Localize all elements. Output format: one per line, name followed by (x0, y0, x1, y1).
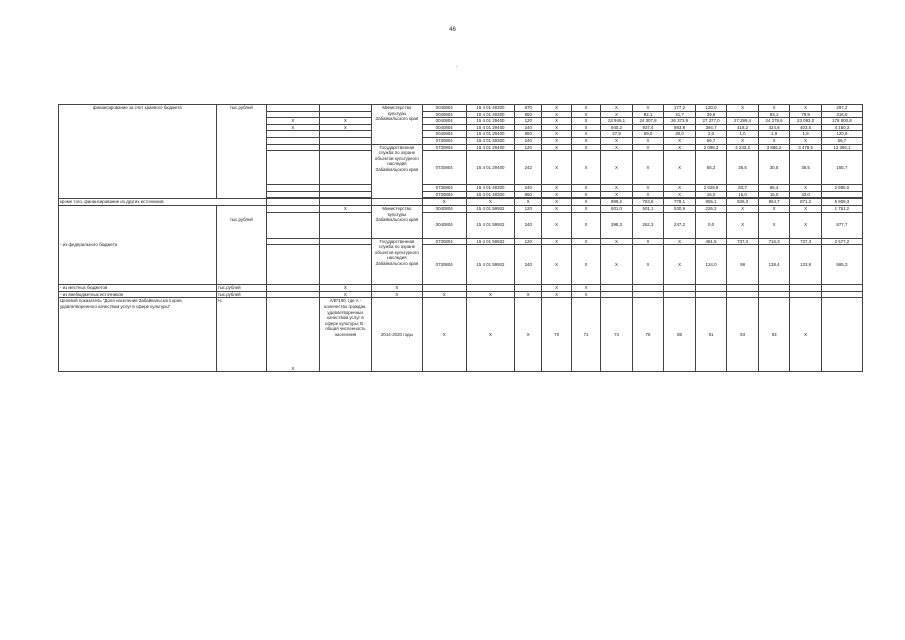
table-cell (758, 285, 790, 292)
table-cell: 36,5 (790, 151, 822, 185)
table-cell: 15,0 (758, 191, 790, 198)
executor-cell: Министерство культуры Забайкальского края (372, 105, 422, 145)
table-cell: 0730804 (422, 245, 466, 285)
table-cell (319, 137, 372, 144)
table-cell: X (664, 191, 696, 198)
table-cell: 23 093,0 (790, 118, 822, 125)
table-cell (267, 291, 320, 298)
table-cell: 15 4 01 49300 (466, 191, 514, 198)
table-row (59, 199, 863, 206)
table-cell: 0730804 (422, 185, 466, 192)
table-cell: X (267, 118, 320, 125)
table-cell: X (601, 151, 633, 185)
table-cell (267, 199, 320, 206)
table-cell: X (571, 245, 600, 285)
page-mark: . (456, 63, 458, 69)
table-cell: X (267, 298, 320, 372)
table-cell: 595,3 (821, 245, 862, 285)
table-cell: 226,2 (695, 205, 727, 212)
table-row (59, 105, 863, 112)
table-cell: X (571, 137, 600, 144)
table-cell (727, 285, 759, 292)
table-cell: 0730804 (422, 151, 466, 185)
table-cell: 15 4 01 59502 (466, 245, 514, 285)
table-cell: X (632, 151, 664, 185)
table-cell: 120 (515, 144, 542, 151)
table-cell: 240 (515, 212, 542, 238)
table-cell (319, 212, 372, 238)
executor-cell: Государственная служба по охране объектов культурного наследия Забайкальского края (372, 238, 422, 285)
table-cell: X (515, 199, 542, 206)
label-cell: - из федерального бюджета (59, 205, 217, 284)
table-cell: 0040804 (422, 111, 466, 118)
table-cell: X (542, 105, 571, 112)
table-cell: X (571, 144, 600, 151)
table-cell: X (542, 144, 571, 151)
table-cell: X (372, 291, 422, 298)
table-cell: 85 (664, 298, 696, 372)
table-cell: 120,0 (695, 105, 727, 112)
table-cell (821, 191, 862, 198)
table-cell: 0730804 (422, 191, 466, 198)
table-cell: X (571, 185, 600, 192)
table-cell: 398,3 (601, 212, 633, 238)
table-cell: 3 478,5 (790, 144, 822, 151)
table-cell: 0730804 (422, 137, 466, 144)
table-cell: 242 (515, 151, 542, 185)
table-row (59, 298, 863, 372)
table-cell: 15 4 01 59502 (466, 205, 514, 212)
table-cell: 1,0 (727, 131, 759, 138)
table-cell: 79,9 (790, 111, 822, 118)
table-cell: 424,8 (758, 124, 790, 131)
table-cell: 940,2 (601, 124, 633, 131)
table-cell: 501,1 (632, 205, 664, 212)
table-cell: X (542, 191, 571, 198)
table-cell (267, 151, 320, 185)
table-cell: 836,3 (727, 199, 759, 206)
table-cell: X (601, 111, 633, 118)
table-cell: X (319, 285, 372, 292)
table-cell (267, 144, 320, 151)
table-cell: 15 4 01 29400 (466, 151, 514, 185)
table-cell: 871,2 (790, 199, 822, 206)
table-cell (267, 238, 320, 245)
table-cell: 855,1 (695, 199, 727, 206)
label-cell: кроме того, финансирование из других источников (59, 199, 267, 206)
table-cell: 2014-2020 годы (372, 298, 422, 372)
table-cell: X (632, 105, 664, 112)
table-cell: 36,5 (727, 151, 759, 185)
table-cell: 877,7 (821, 212, 862, 238)
table-cell: X (571, 212, 600, 238)
table-cell: X (571, 291, 600, 298)
table-cell: X (542, 185, 571, 192)
table-cell: 43,0 (790, 191, 822, 198)
table-cell: 177,2 (664, 105, 696, 112)
table-cell: X (790, 185, 822, 192)
table-cell: X (632, 191, 664, 198)
table-cell: 15 4 01 59502 (466, 212, 514, 238)
table-cell: 870 (515, 105, 542, 112)
table-cell: 394,7 (695, 124, 727, 131)
table-cell (515, 285, 542, 292)
table-cell: X (758, 105, 790, 112)
table-cell (267, 205, 320, 212)
table-cell: X (542, 238, 571, 245)
table-cell: 850 (515, 111, 542, 118)
table-cell: X (601, 105, 633, 112)
table-cell: 0040804 (422, 124, 466, 131)
table-cell: X (542, 151, 571, 185)
table-cell (267, 212, 320, 238)
table-cell: 240 (515, 245, 542, 285)
table-cell: 0040804 (422, 212, 466, 238)
table-cell: 2 577,2 (821, 238, 862, 245)
table-cell: X (571, 205, 600, 212)
table-cell (319, 111, 372, 118)
table-cell: X (790, 105, 822, 112)
table-cell: 15,0 (695, 191, 727, 198)
table-cell: X (571, 285, 600, 292)
formula-cell: A/B*100, где A - количество граждан, удовлетворенных качеством услуг в сфере культуры; B - общая численность населения (319, 298, 372, 372)
table-cell: 30,0 (664, 131, 696, 138)
table-cell: 778,1 (664, 199, 696, 206)
table-cell: 55,2 (695, 151, 727, 185)
table-cell: 15 4 01 59502 (466, 238, 514, 245)
table-cell: 15,0 (727, 191, 759, 198)
table-cell: 501,0 (601, 205, 633, 212)
table-cell: X (542, 285, 571, 292)
table-cell: 56,7 (695, 137, 727, 144)
table-cell: X (542, 118, 571, 125)
table-cell: % (216, 298, 266, 372)
table-cell: X (542, 291, 571, 298)
table-cell (632, 291, 664, 298)
table-cell: 83,7 (727, 185, 759, 192)
unit-cell: тыс.рублей (216, 105, 266, 199)
table-cell: X (727, 105, 759, 112)
table-cell (319, 245, 372, 285)
table-cell: 240 (515, 137, 542, 144)
table-cell: X (542, 245, 571, 285)
table-cell: 737,3 (727, 238, 759, 245)
table-cell: X (632, 238, 664, 245)
table-cell (319, 151, 372, 185)
table-cell: 93 (727, 298, 759, 372)
table-cell (267, 111, 320, 118)
table-cell: X (542, 124, 571, 131)
table-cell: X (571, 238, 600, 245)
table-cell: 176 800,8 (821, 118, 862, 125)
table-cell: 3 886,2 (758, 144, 790, 151)
table-cell: X (601, 185, 633, 192)
table-cell: X (542, 199, 571, 206)
table-cell: X (571, 199, 600, 206)
table-cell: X (319, 291, 372, 298)
table-cell: X (790, 137, 822, 144)
table-cell (319, 185, 372, 192)
table-cell (319, 131, 372, 138)
table-cell (821, 291, 862, 298)
table-cell: X (372, 285, 422, 292)
table-cell: 155,7 (821, 151, 862, 185)
table-cell (664, 285, 696, 292)
table-cell: 899,2 (601, 199, 633, 206)
table-cell (790, 291, 822, 298)
table-cell (267, 131, 320, 138)
table-cell (319, 199, 372, 206)
table-cell: 850 (515, 191, 542, 198)
table-row (59, 291, 863, 298)
table-cell: 0730804 (422, 144, 466, 151)
table-cell (267, 105, 320, 112)
table-cell: X (515, 298, 542, 372)
table-cell: X (542, 137, 571, 144)
unit-cell: тыс.рублей (216, 205, 266, 284)
table-cell: X (571, 111, 600, 118)
table-cell: 138,4 (758, 245, 790, 285)
table-cell: X (664, 238, 696, 245)
table-cell: 27 299,4 (727, 118, 759, 125)
table-row (59, 205, 863, 212)
table-cell: 124,0 (695, 245, 727, 285)
table-cell (267, 185, 320, 192)
table-cell: 240 (515, 124, 542, 131)
table-cell: 133,9 (790, 245, 822, 285)
table-cell: 74 (601, 298, 633, 372)
table-cell: 13 366,1 (821, 144, 862, 151)
table-cell (267, 245, 320, 285)
table-cell (695, 285, 727, 292)
table-cell: 716,3 (758, 238, 790, 245)
table-cell (695, 291, 727, 298)
table-cell: X (758, 212, 790, 238)
table-cell: X (319, 205, 372, 212)
table-cell: 70 (542, 298, 571, 372)
executor-cell: Государственная служба по охране объектов культурного наследия Забайкальского края (372, 144, 422, 199)
label-cell: - из внебюджетных источников (59, 291, 217, 298)
table-cell: X (571, 191, 600, 198)
table-cell: X (319, 124, 372, 131)
table-cell: 297,2 (821, 105, 862, 112)
table-cell: 850 (515, 131, 542, 138)
table-cell: X (601, 245, 633, 285)
label-cell: - из местных бюджетов (59, 285, 217, 292)
table-cell: X (601, 144, 633, 151)
table-cell: 82,1 (632, 111, 664, 118)
table-cell (821, 298, 862, 372)
table-cell (758, 291, 790, 298)
table-cell: X (632, 144, 664, 151)
table-cell: X (571, 105, 600, 112)
table-cell: 120,6 (821, 131, 862, 138)
table-cell: 481,5 (695, 238, 727, 245)
table-cell: X (664, 137, 696, 144)
table-cell: 86,4 (758, 185, 790, 192)
table-cell: 0040804 (422, 131, 466, 138)
table-cell: 83,1 (758, 111, 790, 118)
table-cell: 530,9 (664, 205, 696, 212)
table-cell: 39,8 (695, 111, 727, 118)
table-cell: 937,4 (632, 124, 664, 131)
table-cell: 418,2 (727, 124, 759, 131)
table-cell (632, 285, 664, 292)
table-cell: 24 278,6 (758, 118, 790, 125)
table-cell (727, 291, 759, 298)
table-cell: X (571, 151, 600, 185)
table-cell: X (632, 185, 664, 192)
table-cell: X (422, 199, 466, 206)
table-cell: 27,9 (601, 131, 633, 138)
table-cell: 0040804 (422, 205, 466, 212)
table-cell: 2 995,0 (821, 185, 862, 192)
table-cell: X (319, 118, 372, 125)
table-cell: 403,5 (790, 124, 822, 131)
table-cell: X (758, 205, 790, 212)
table-cell: 15 4 01 49300 (466, 137, 514, 144)
table-cell: X (790, 212, 822, 238)
table-cell: X (571, 124, 600, 131)
table-cell: X (758, 137, 790, 144)
table-cell: 5 909,3 (821, 199, 862, 206)
table-cell: 26 373,9 (664, 118, 696, 125)
label-cell: финансирование за счет краевого бюджета (59, 105, 217, 199)
table-cell (319, 105, 372, 112)
table-cell: 120 (515, 118, 542, 125)
table-cell: X (664, 144, 696, 151)
table-cell: 864,7 (758, 199, 790, 206)
budget-table (58, 104, 863, 372)
table-cell: X (790, 205, 822, 212)
table-cell (601, 285, 633, 292)
table-cell: 120 (515, 205, 542, 212)
table-cell (319, 238, 372, 245)
table-cell: 2,0 (695, 131, 727, 138)
table-cell: X (664, 185, 696, 192)
table-cell: X (542, 131, 571, 138)
table-cell: 983,8 (664, 124, 696, 131)
table-cell: 71 (571, 298, 600, 372)
table-cell: 15 4 01 49300 (466, 185, 514, 192)
page-number: 46 (449, 27, 456, 33)
table-cell: 24 307,8 (632, 118, 664, 125)
table-cell: 0,0 (695, 212, 727, 238)
table-cell: X (632, 137, 664, 144)
table-cell: 2 629,9 (695, 185, 727, 192)
table-cell: 2 098,3 (695, 144, 727, 151)
table-cell: 0040804 (422, 118, 466, 125)
table-cell: 15 4 01 29400 (466, 118, 514, 125)
table-cell: X (601, 238, 633, 245)
table-cell: X (542, 212, 571, 238)
table-cell: 15 4 01 49300 (466, 105, 514, 112)
table-cell (466, 285, 514, 292)
table-cell: 0730804 (422, 238, 466, 245)
table-cell: X (571, 118, 600, 125)
table-cell: X (727, 212, 759, 238)
table-cell: X (601, 191, 633, 198)
table-cell (372, 199, 422, 206)
table-cell: X (542, 111, 571, 118)
table-cell: 27 377,0 (695, 118, 727, 125)
table-cell (821, 285, 862, 292)
table-cell: 15 4 01 29400 (466, 131, 514, 138)
table-cell: X (267, 124, 320, 131)
table-cell: X (790, 298, 822, 372)
table-cell: 78 (632, 298, 664, 372)
label-cell: Целевой показатель "Доля населения Забайкальского края, удовлетворенного качеством услуг в сфере культуры" (59, 298, 217, 372)
table-cell: 91 (695, 298, 727, 372)
table-cell: 247,2 (664, 212, 696, 238)
table-cell: X (542, 205, 571, 212)
table-cell: тыс.рублей (216, 285, 266, 292)
table-cell: 15 4 01 29400 (466, 124, 514, 131)
table-cell: X (601, 137, 633, 144)
table-cell (790, 285, 822, 292)
table-cell: X (571, 131, 600, 138)
table-cell: 15 4 01 49300 (466, 111, 514, 118)
table-cell: X (466, 298, 514, 372)
table-cell (727, 111, 759, 118)
table-cell: 737,3 (790, 238, 822, 245)
table-cell: 31,7 (664, 111, 696, 118)
table-cell: X (664, 245, 696, 285)
table-cell: 1 761,2 (821, 205, 862, 212)
table-cell (601, 291, 633, 298)
table-cell: X (515, 291, 542, 298)
table-cell: 763,8 (632, 199, 664, 206)
table-cell: 316,6 (821, 111, 862, 118)
table-cell (319, 191, 372, 198)
table-cell: 0040804 (422, 105, 466, 112)
table-cell: X (422, 298, 466, 372)
table-cell (664, 291, 696, 298)
table-cell: X (727, 205, 759, 212)
table-cell: 59,0 (632, 131, 664, 138)
table-cell: 240 (515, 185, 542, 192)
table-cell: 120 (515, 238, 542, 245)
table-cell (267, 191, 320, 198)
table-cell: X (466, 291, 514, 298)
table-cell: 56,7 (821, 137, 862, 144)
table-cell: X (727, 137, 759, 144)
table-cell: 1,8 (790, 131, 822, 138)
table-cell: тыс.рублей (216, 291, 266, 298)
table-cell: 262,3 (632, 212, 664, 238)
table-cell: 4 233,2 (727, 144, 759, 151)
table-cell: 24 946,1 (601, 118, 633, 125)
table-cell: X (664, 151, 696, 185)
table-cell: 98 (727, 245, 759, 285)
table-cell: 30,5 (758, 151, 790, 185)
table-cell (267, 137, 320, 144)
table-cell: 1,9 (758, 131, 790, 138)
table-row (59, 285, 863, 292)
table-cell (422, 285, 466, 292)
table-cell: X (466, 199, 514, 206)
table-cell: 93 (758, 298, 790, 372)
table-cell: X (422, 291, 466, 298)
table-cell (319, 144, 372, 151)
table-cell: 15 4 01 29400 (466, 144, 514, 151)
table-cell (267, 285, 320, 292)
executor-cell: Министерство культуры Забайкальского края (372, 205, 422, 238)
table-cell: X (632, 245, 664, 285)
table-cell: 4 150,3 (821, 124, 862, 131)
